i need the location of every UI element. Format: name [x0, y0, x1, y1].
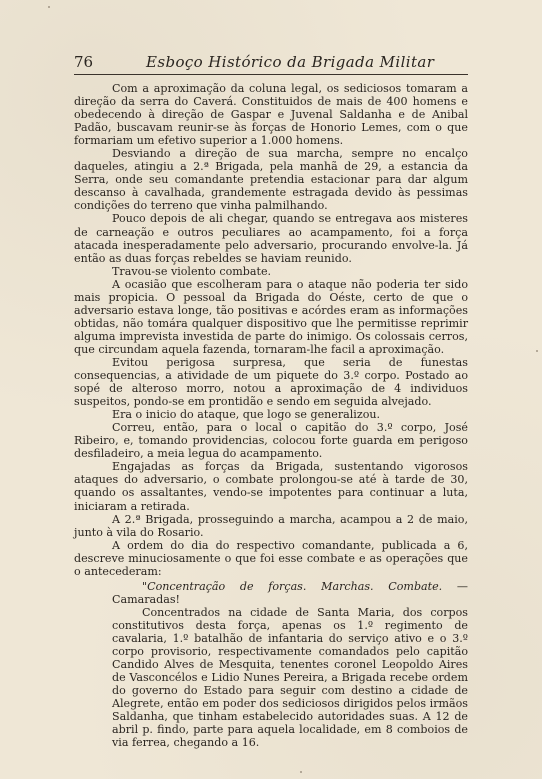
paper-speck: [300, 771, 302, 773]
paper-speck: [536, 350, 538, 352]
paragraph-2: Desviando a direção de sua marcha, sempre no encalço daqueles, atingiu a 2.ª Brigada, pela manhã de 29, a estancia da Serra, onde seu comandante pretendia estacionar para dar algum descanso à cavalhada, grandemente estragada devido às pessimas condições do terreno que vinha palmilhando.: [74, 147, 468, 213]
paragraph-10: A 2.ª Brigada, prosseguindo a marcha, acampou a 2 de maio, junto à vila do Rosario.: [74, 512, 468, 539]
paragraph-4: Travou-se violento combate.: [112, 264, 272, 278]
paragraph-3: Pouco depois de ali chegar, quando se entregava aos misteres de carneação e outros peculiares ao acampamento, foi a força atacada inesperadamente pelo adversario, procurando envolve-la. Já então as duas forças rebeldes se haviam reunido.: [74, 212, 468, 265]
paragraph-9: Engajadas as forças da Brigada, sustentando vigorosos ataques do adversario, o combate prolongou-se até à tarde de 30, quando os assaltantes, vendo-se impotentes para continuar a luta, iniciaram a retirada.: [74, 460, 468, 513]
quote-body: Concentrados na cidade de Santa Maria, dos corpos constitutivos desta força, apenas os 1.º regimento de cavalaria, 1.º batalhão de infantaria do serviço ativo e o 3.º corpo provisorio, respectivamente comandados pelo capitão Candido Alves de Mesquita, tenentes coronel Leopoldo Aires de Vasconcélos e Lidio Nunes Pereira, a Brigada recebe ordem do governo do Estado para seguir com destino a cidade de Alegrete, então em poder dos sediciosos dirigidos pelos irmãos Saldanha, que tinham estabelecido autoridades suas. A 12 de abril p. findo, parte para aquela localidade, em 8 comboios de via ferrea, chegando a 16.: [112, 605, 468, 750]
paragraph-1: Com a aproximação da coluna legal, os sediciosos tomaram a direção da serra do Caverá. Constituidos de mais de 400 homens e obedecendo à direção de Gaspar e Juvenal Saldanha e de Anibal Padão, buscavam reunir-se às forças de Honorio Lemes, com o que formariam um efetivo superior a 1.000 homens.: [74, 82, 468, 148]
paragraph-6: Evitou perigosa surpresa, que seria de funestas consequencias, a atividade de um piquete do 3.º corpo. Postado ao sopé de alteroso morro, notou a aproximação de 4 individuos suspeitos, pondo-se em prontidão e sendo em seguida alvejado.: [74, 355, 468, 409]
paper-speck: [48, 6, 50, 8]
page-header: [74, 52, 468, 75]
paragraph-5: A ocasião que escolheram para o ataque não poderia ter sido mais propicia. O pessoal da Brigada do Oéste, certo de que o adversario estava longe, tão positivas e acórdes eram as informações obtidas, não tomára qualquer dispositivo que lhe permitisse reprimir alguma imprevista investida de parte do inimigo. Os colossais cerros, que circundam aquela fazenda, tornaram-lhe facil a aproximação.: [74, 277, 468, 356]
quote-title-tail: — Camaradas!: [112, 579, 469, 606]
quote-title-line: [112, 580, 468, 606]
running-title: Esboço Histórico da Brigada Militar: [146, 53, 435, 71]
page-number: 76: [74, 53, 94, 71]
quote-title: "Concentração de forças. Marchas. Combate.: [142, 579, 443, 593]
page-body: [74, 82, 468, 749]
paragraph-11: A ordem do dia do respectivo comandante, publicada a 6, descreve minuciosamente o que foi esse combate e as operações que o antecederam:: [74, 538, 468, 578]
paragraph-7: Era o inicio do ataque, que logo se generalizou.: [112, 408, 381, 422]
quoted-order-of-the-day: [112, 580, 468, 750]
paragraph-8: Correu, então, para o local o capitão do 3.º corpo, José Ribeiro, e, tomando providencias, colocou forte guarda em perigoso desfiladeiro, a meia legua do acampamento.: [74, 421, 468, 461]
